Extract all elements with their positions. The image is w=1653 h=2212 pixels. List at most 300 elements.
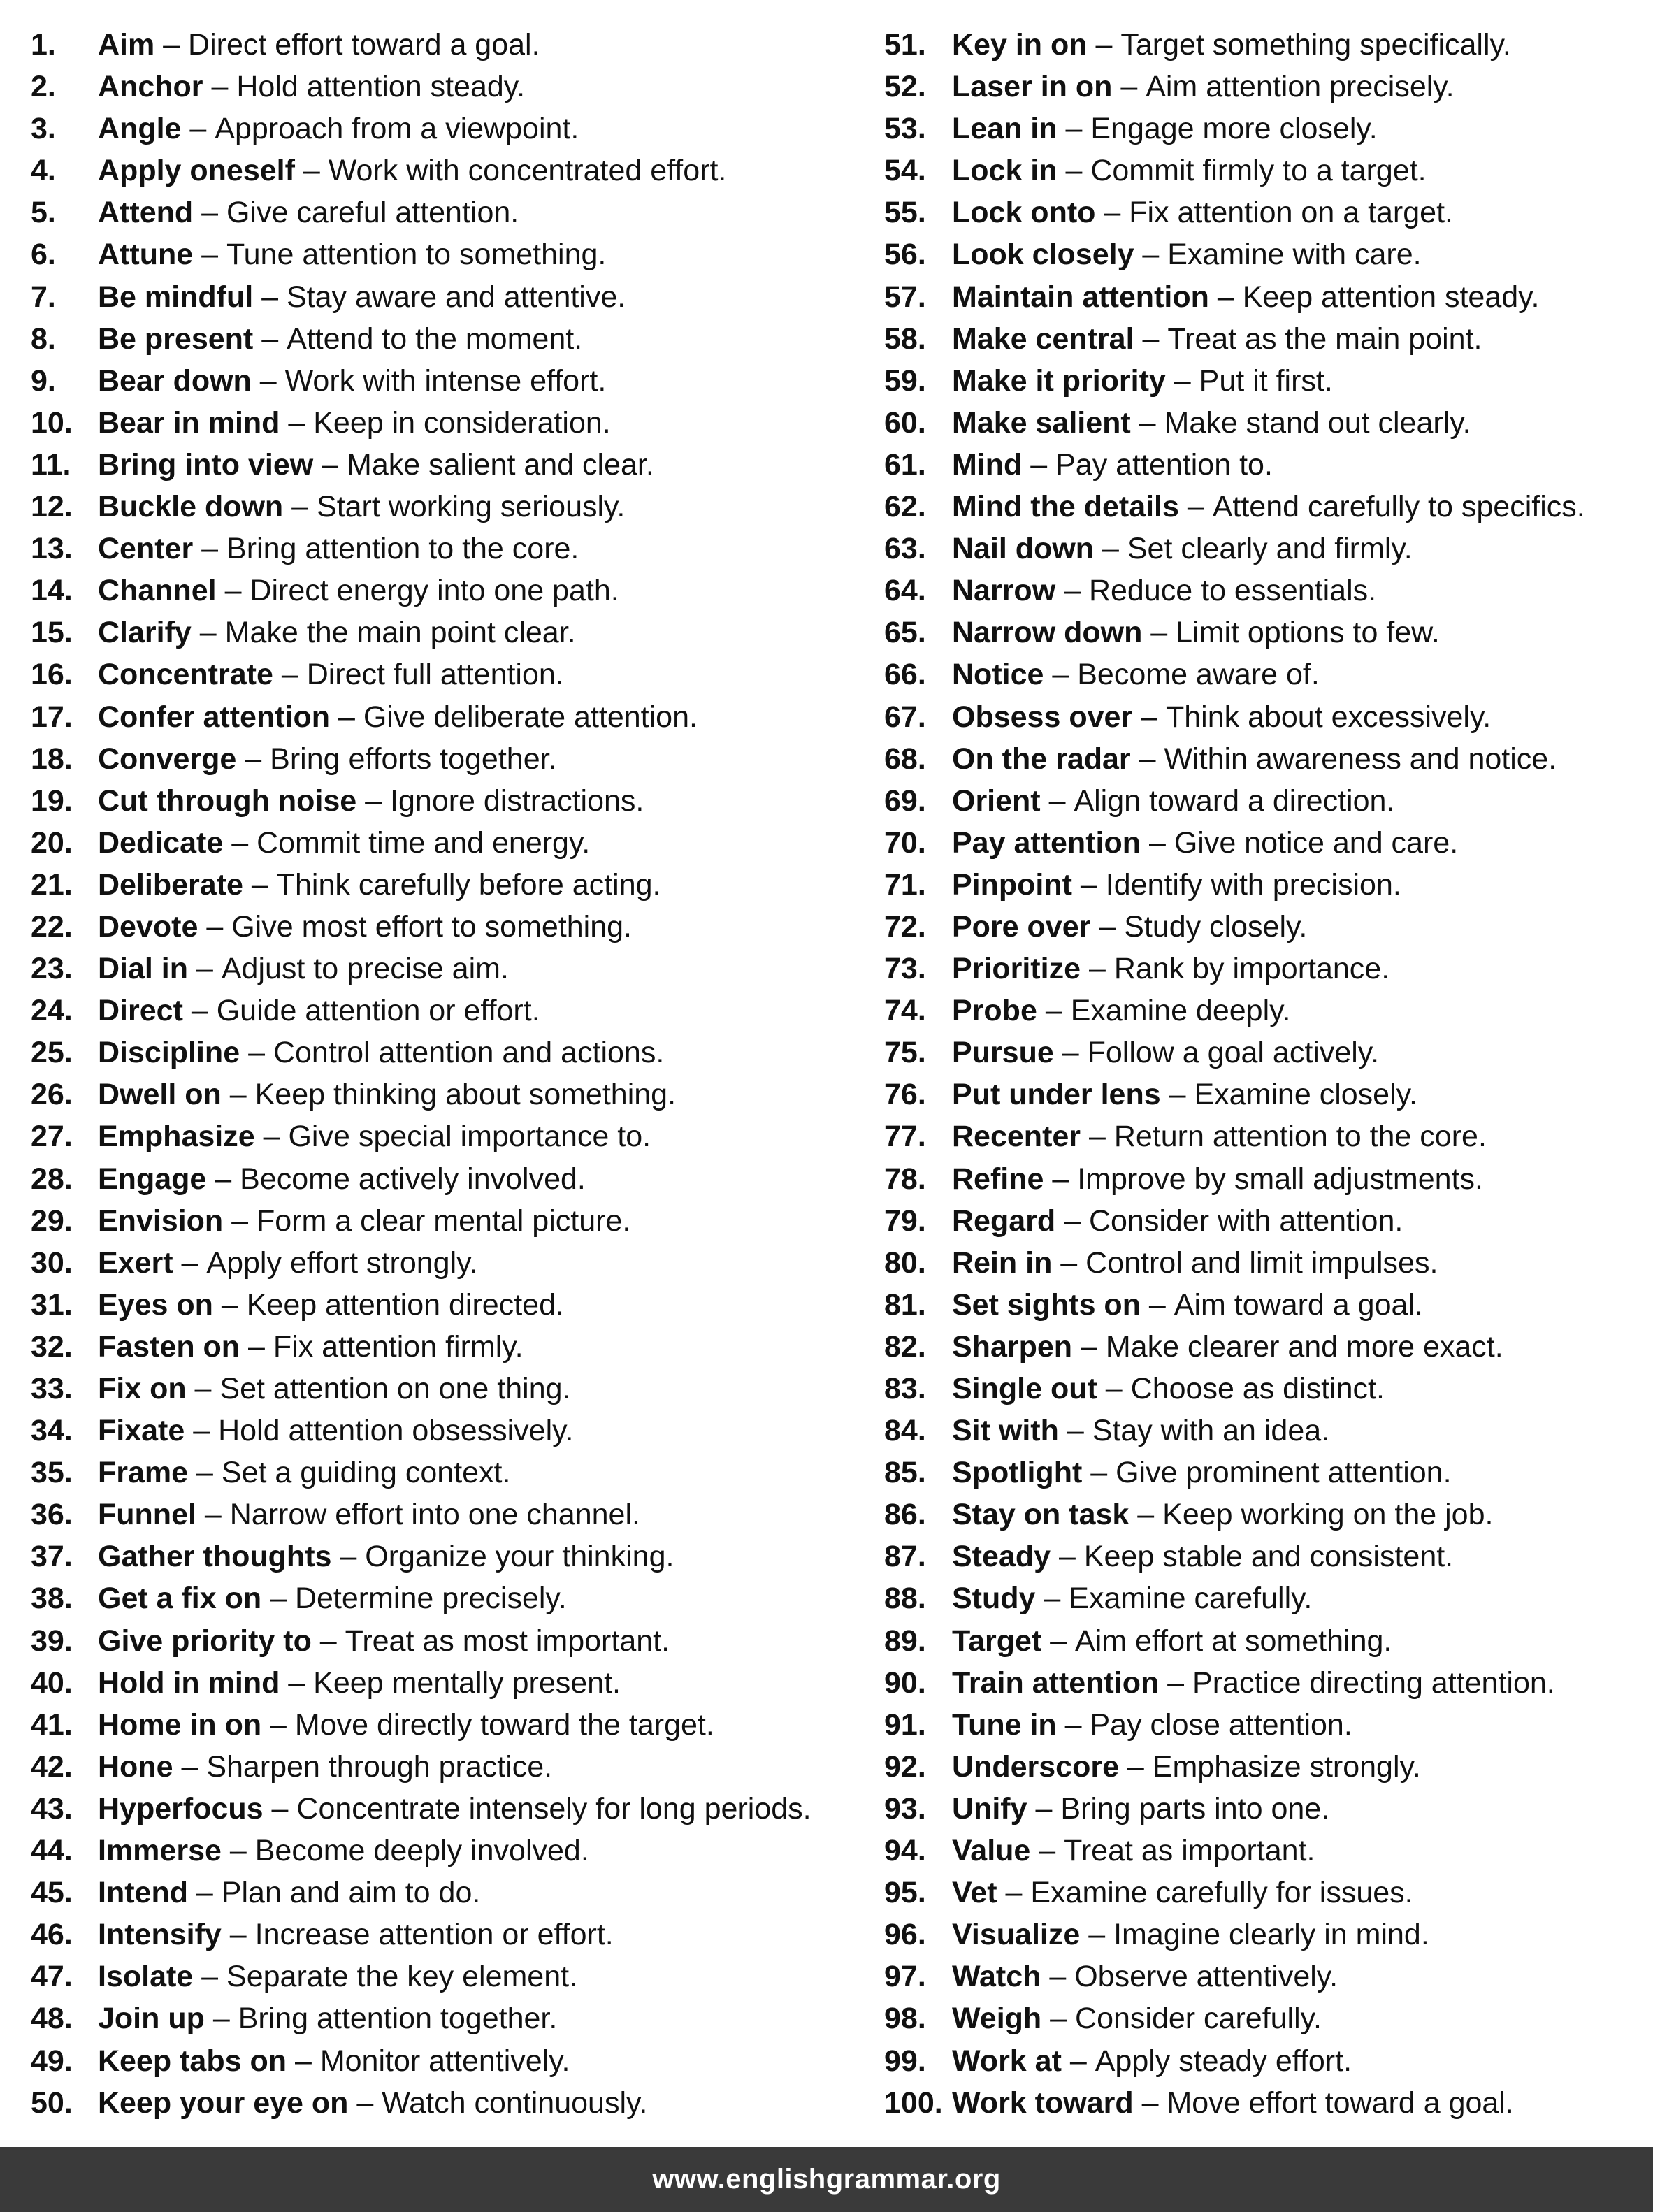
list-item (884, 906, 1650, 948)
item-term: Get a fix on (98, 1582, 262, 1616)
item-number: 73. (884, 952, 926, 986)
item-separator: – (1041, 2002, 1076, 2036)
list-item (31, 1997, 859, 2039)
item-term: Dwell on (98, 1078, 222, 1112)
item-number: 67. (884, 700, 926, 734)
item-definition: Treat as most important. (345, 1624, 670, 1658)
item-number: 7. (31, 280, 56, 314)
item-separator: – (181, 112, 215, 146)
item-separator: – (1097, 1372, 1131, 1405)
item-number: 45. (31, 1876, 73, 1910)
list-item (884, 1620, 1650, 1662)
list-item (884, 570, 1650, 612)
item-number: 42. (31, 1749, 73, 1784)
item-number: 43. (31, 1791, 73, 1826)
item-separator: – (1071, 867, 1106, 902)
list-item (884, 24, 1650, 66)
item-term: Home in on (98, 1707, 262, 1742)
item-separator: – (182, 994, 217, 1028)
item-separator: – (236, 742, 270, 776)
list-item (31, 612, 859, 653)
item-number: 55. (884, 196, 926, 230)
item-number: 26. (31, 1078, 73, 1112)
item-term: Set sights on (952, 1287, 1141, 1322)
item-separator: – (1095, 196, 1129, 230)
item-definition: Improve by small adjustments. (1077, 1162, 1483, 1196)
item-term: Converge (98, 742, 237, 776)
item-definition: Treat as important. (1064, 1834, 1315, 1868)
item-definition: Think carefully before acting. (276, 867, 661, 902)
item-number: 69. (884, 783, 926, 818)
item-term: Tune in (952, 1707, 1057, 1742)
item-term: Eyes on (98, 1287, 213, 1322)
item-term: Pursue (952, 1036, 1054, 1070)
list-item (884, 233, 1650, 275)
item-definition: Keep in consideration. (313, 405, 611, 440)
item-number: 15. (31, 616, 73, 650)
item-definition: Increase attention or effort. (254, 1918, 614, 1952)
item-term: Make central (952, 321, 1134, 356)
item-definition: Fix attention firmly. (273, 1329, 524, 1364)
list-item (884, 2082, 1650, 2124)
item-term: Probe (952, 994, 1037, 1028)
item-separator: – (997, 1876, 1031, 1910)
item-number: 95. (884, 1876, 926, 1910)
item-separator: – (223, 825, 257, 860)
item-definition: Sharpen through practice. (206, 1749, 553, 1784)
item-term: Funnel (98, 1498, 196, 1532)
item-number: 60. (884, 405, 926, 440)
item-separator: – (1081, 952, 1114, 986)
item-term: Put under lens (952, 1078, 1161, 1112)
item-term: Target (952, 1624, 1042, 1658)
item-separator: – (1037, 994, 1071, 1028)
item-definition: Apply steady effort. (1095, 2044, 1352, 2078)
item-term: Bring into view (98, 447, 314, 482)
item-number: 57. (884, 280, 926, 314)
item-term: Direct (98, 994, 183, 1028)
item-separator: – (1041, 1960, 1075, 1994)
item-definition: Determine precisely. (294, 1582, 567, 1616)
item-number: 82. (884, 1329, 926, 1364)
item-separator: – (1055, 574, 1089, 608)
item-definition: Ignore distractions. (390, 783, 644, 818)
item-separator: – (261, 1582, 295, 1616)
item-number: 36. (31, 1498, 73, 1532)
item-term: Bear down (98, 363, 252, 398)
list-item (31, 1242, 859, 1284)
item-number: 31. (31, 1287, 73, 1322)
item-definition: Examine deeply. (1070, 994, 1291, 1028)
item-term: Visualize (952, 1918, 1081, 1952)
item-definition: Consider with attention. (1088, 1203, 1403, 1238)
item-term: Gather thoughts (98, 1540, 332, 1574)
list-item (884, 402, 1650, 444)
item-definition: Give prominent attention. (1116, 1456, 1452, 1490)
item-definition: Aim attention precisely. (1146, 70, 1455, 104)
item-definition: Make the main point clear. (224, 616, 576, 650)
item-number: 94. (884, 1834, 926, 1868)
item-separator: – (261, 1707, 295, 1742)
item-term: Hone (98, 1749, 173, 1784)
item-term: Clarify (98, 616, 192, 650)
item-term: Mind (952, 447, 1023, 482)
list-item (884, 108, 1650, 150)
item-separator: – (206, 1162, 240, 1196)
item-separator: – (1112, 70, 1146, 104)
item-separator: – (1118, 1749, 1153, 1784)
item-number: 39. (31, 1624, 73, 1658)
item-term: Angle (98, 112, 182, 146)
item-definition: Commit firmly to a target. (1090, 154, 1427, 188)
word-list-right-column (884, 24, 1650, 2124)
item-separator: – (287, 2044, 320, 2078)
item-separator: – (1080, 1918, 1114, 1952)
item-separator: – (1159, 1665, 1193, 1700)
item-definition: Make salient and clear. (347, 447, 654, 482)
item-number: 21. (31, 867, 73, 902)
item-number: 17. (31, 700, 73, 734)
list-item (884, 1452, 1650, 1494)
item-number: 5. (31, 196, 56, 230)
item-separator: – (1129, 1498, 1163, 1532)
item-number: 86. (884, 1498, 926, 1532)
item-definition: Plan and aim to do. (221, 1876, 481, 1910)
item-term: Give priority to (98, 1624, 312, 1658)
list-item (31, 318, 859, 360)
item-term: Vet (952, 1876, 997, 1910)
list-item (31, 1788, 859, 1830)
item-term: Spotlight (952, 1456, 1083, 1490)
item-separator: – (240, 1329, 273, 1364)
item-definition: Stay aware and attentive. (286, 280, 626, 314)
item-number: 13. (31, 532, 73, 566)
item-term: Train attention (952, 1665, 1160, 1700)
item-separator: – (204, 2002, 238, 2036)
item-term: Frame (98, 1456, 189, 1490)
item-term: Lean in (952, 112, 1058, 146)
item-number: 12. (31, 490, 73, 524)
item-number: 33. (31, 1372, 73, 1405)
item-number: 53. (884, 112, 926, 146)
list-item (31, 1535, 859, 1577)
item-definition: Bring parts into one. (1060, 1791, 1330, 1826)
list-item (884, 1494, 1650, 1535)
list-item (884, 696, 1650, 738)
item-separator: – (1094, 532, 1127, 566)
item-number: 91. (884, 1707, 926, 1742)
item-definition: Separate the key element. (226, 1960, 578, 1994)
list-item (884, 1872, 1650, 1914)
item-term: Anchor (98, 70, 203, 104)
item-separator: – (1134, 321, 1168, 356)
item-term: Intensify (98, 1918, 222, 1952)
list-item (31, 1115, 859, 1157)
list-item (31, 653, 859, 695)
item-definition: Imagine clearly in mind. (1113, 1918, 1429, 1952)
item-number: 77. (884, 1120, 926, 1154)
item-number: 99. (884, 2044, 926, 2078)
list-item (31, 1200, 859, 1242)
item-separator: – (188, 952, 222, 986)
item-number: 6. (31, 238, 56, 272)
list-item (31, 191, 859, 233)
item-term: Join up (98, 2002, 205, 2036)
list-item (31, 570, 859, 612)
item-term: Emphasize (98, 1120, 255, 1154)
item-number: 90. (884, 1665, 926, 1700)
item-separator: – (348, 2086, 382, 2120)
item-definition: Guide attention or effort. (216, 994, 540, 1028)
list-item (884, 1830, 1650, 1872)
item-number: 32. (31, 1329, 73, 1364)
item-separator: – (1087, 28, 1121, 62)
item-separator: – (1030, 1834, 1064, 1868)
item-definition: Reduce to essentials. (1088, 574, 1377, 608)
item-separator: – (173, 1245, 207, 1280)
item-definition: Rank by importance. (1113, 952, 1390, 986)
list-item (31, 1158, 859, 1200)
list-item (884, 822, 1650, 864)
item-separator: – (1165, 363, 1199, 398)
item-definition: Become deeply involved. (254, 1834, 589, 1868)
item-number: 83. (884, 1372, 926, 1405)
list-item (31, 1704, 859, 1746)
item-definition: Aim effort at something. (1075, 1624, 1392, 1658)
item-separator: – (1056, 1707, 1090, 1742)
item-separator: – (356, 783, 391, 818)
list-item (884, 1956, 1650, 1997)
list-item (884, 1326, 1650, 1368)
list-item (31, 66, 859, 108)
item-separator: – (331, 1540, 366, 1574)
item-term: Regard (952, 1203, 1056, 1238)
list-item (31, 1746, 859, 1788)
item-separator: – (251, 363, 285, 398)
item-separator: – (263, 1791, 297, 1826)
item-definition: Practice directing attention. (1192, 1665, 1555, 1700)
list-item (31, 696, 859, 738)
list-item (31, 948, 859, 990)
item-separator: – (294, 154, 329, 188)
item-number: 38. (31, 1582, 73, 1616)
item-number: 41. (31, 1707, 73, 1742)
item-term: Work toward (952, 2086, 1134, 2120)
website-url[interactable]: www.englishgrammar.org (652, 2164, 1001, 2195)
item-definition: Hold attention obsessively. (218, 1414, 574, 1448)
item-term: Study (952, 1582, 1036, 1616)
item-definition: Keep attention directed. (246, 1287, 564, 1322)
item-term: Rein in (952, 1245, 1053, 1280)
item-term: Orient (952, 783, 1041, 818)
item-term: Make it priority (952, 363, 1166, 398)
item-number: 72. (884, 909, 926, 944)
item-number: 51. (884, 28, 926, 62)
item-definition: Keep attention steady. (1242, 280, 1540, 314)
item-definition: Move effort toward a goal. (1167, 2086, 1514, 2120)
list-item (884, 191, 1650, 233)
item-number: 25. (31, 1036, 73, 1070)
item-separator: – (1035, 1582, 1069, 1616)
item-definition: Follow a goal actively. (1087, 1036, 1380, 1070)
item-term: Devote (98, 909, 198, 944)
list-item (31, 1368, 859, 1410)
item-number: 27. (31, 1120, 73, 1154)
list-item (884, 780, 1650, 822)
item-number: 64. (884, 574, 926, 608)
item-definition: Study closely. (1124, 909, 1308, 944)
item-separator: – (187, 1876, 222, 1910)
list-item (884, 1284, 1650, 1326)
item-definition: Return attention to the core. (1113, 1120, 1487, 1154)
item-definition: Bring efforts together. (270, 742, 557, 776)
list-item (884, 1746, 1650, 1788)
item-term: Aim (98, 28, 155, 62)
item-separator: – (273, 658, 307, 692)
item-definition: Consider carefully. (1075, 2002, 1322, 2036)
item-number: 14. (31, 574, 73, 608)
list-item (884, 2040, 1650, 2082)
item-term: On the radar (952, 742, 1131, 776)
list-item (31, 990, 859, 1032)
item-definition: Stay with an idea. (1092, 1414, 1330, 1448)
list-item (31, 1326, 859, 1368)
item-definition: Examine carefully for issues. (1030, 1876, 1413, 1910)
item-definition: Watch continuously. (382, 2086, 648, 2120)
item-separator: – (154, 28, 189, 62)
item-definition: Attend to the moment. (287, 321, 583, 356)
item-separator: – (1081, 1120, 1114, 1154)
item-number: 70. (884, 825, 926, 860)
item-separator: – (1140, 1287, 1174, 1322)
item-number: 100. (884, 2086, 943, 2120)
item-definition: Treat as the main point. (1167, 321, 1482, 356)
item-number: 88. (884, 1582, 926, 1616)
item-definition: Work with concentrated effort. (328, 154, 727, 188)
item-term: Dial in (98, 952, 189, 986)
item-definition: Keep mentally present. (313, 1665, 621, 1700)
item-number: 48. (31, 2002, 73, 2036)
list-item (31, 1284, 859, 1326)
item-definition: Monitor attentively. (319, 2044, 570, 2078)
item-number: 50. (31, 2086, 73, 2120)
item-number: 8. (31, 321, 56, 356)
item-definition: Choose as distinct. (1130, 1372, 1385, 1405)
list-item (884, 1074, 1650, 1115)
item-separator: – (193, 1960, 227, 1994)
item-number: 58. (884, 321, 926, 356)
item-definition: Align toward a direction. (1074, 783, 1395, 818)
item-number: 87. (884, 1540, 926, 1574)
item-definition: Start working seriously. (317, 490, 626, 524)
item-number: 97. (884, 1960, 926, 1994)
item-definition: Pay close attention. (1090, 1707, 1352, 1742)
item-separator: – (203, 70, 237, 104)
item-term: Underscore (952, 1749, 1119, 1784)
item-definition: Make stand out clearly. (1164, 405, 1471, 440)
item-separator: – (186, 1372, 220, 1405)
item-number: 11. (31, 447, 71, 482)
item-definition: Approach from a viewpoint. (215, 112, 579, 146)
item-number: 80. (884, 1245, 926, 1280)
item-term: Attend (98, 196, 194, 230)
item-definition: Examine closely. (1194, 1078, 1417, 1112)
list-item (884, 528, 1650, 570)
item-number: 28. (31, 1162, 73, 1196)
item-definition: Set clearly and firmly. (1127, 532, 1413, 566)
item-separator: – (1057, 154, 1091, 188)
item-term: Fixate (98, 1414, 185, 1448)
item-term: Nail down (952, 532, 1095, 566)
list-item (884, 1577, 1650, 1619)
item-term: Engage (98, 1162, 207, 1196)
item-term: Be mindful (98, 280, 254, 314)
list-item (884, 1410, 1650, 1452)
item-definition: Control attention and actions. (273, 1036, 665, 1070)
item-separator: – (243, 867, 277, 902)
item-separator: – (221, 1834, 255, 1868)
list-item (884, 1115, 1650, 1157)
item-term: Channel (98, 574, 217, 608)
item-definition: Give special importance to. (288, 1120, 651, 1154)
item-number: 18. (31, 742, 73, 776)
item-number: 35. (31, 1456, 73, 1490)
item-term: Prioritize (952, 952, 1081, 986)
item-separator: – (280, 1665, 314, 1700)
item-definition: Target something specifically. (1120, 28, 1511, 62)
item-term: Stay on task (952, 1498, 1129, 1532)
item-term: Confer attention (98, 700, 331, 734)
item-term: Notice (952, 658, 1044, 692)
item-term: Key in on (952, 28, 1088, 62)
item-number: 30. (31, 1245, 73, 1280)
list-item (884, 360, 1650, 402)
item-number: 37. (31, 1540, 73, 1574)
item-definition: Attend carefully to specifics. (1212, 490, 1585, 524)
item-separator: – (1053, 1036, 1088, 1070)
item-separator: – (1178, 490, 1213, 524)
item-separator: – (1133, 2086, 1167, 2120)
list-item (31, 1662, 859, 1704)
item-term: Lock in (952, 154, 1058, 188)
item-definition: Give careful attention. (226, 196, 519, 230)
item-term: Apply oneself (98, 154, 295, 188)
item-separator: – (1027, 1791, 1061, 1826)
item-number: 9. (31, 363, 56, 398)
item-separator: – (1141, 825, 1174, 860)
item-separator: – (1057, 112, 1091, 146)
list-item (884, 948, 1650, 990)
list-item (31, 1577, 859, 1619)
item-definition: Within awareness and notice. (1164, 742, 1557, 776)
item-number: 40. (31, 1665, 73, 1700)
list-item (31, 24, 859, 66)
item-term: Intend (98, 1876, 188, 1910)
item-number: 92. (884, 1749, 926, 1784)
item-number: 68. (884, 742, 926, 776)
item-number: 74. (884, 994, 926, 1028)
item-definition: Become aware of. (1077, 658, 1320, 692)
item-number: 2. (31, 70, 56, 104)
item-definition: Apply effort strongly. (206, 1245, 478, 1280)
item-term: Refine (952, 1162, 1044, 1196)
item-number: 89. (884, 1624, 926, 1658)
item-number: 52. (884, 70, 926, 104)
item-separator: – (1082, 1456, 1116, 1490)
item-number: 4. (31, 154, 56, 188)
item-definition: Limit options to few. (1176, 616, 1440, 650)
item-term: Work at (952, 2044, 1062, 2078)
